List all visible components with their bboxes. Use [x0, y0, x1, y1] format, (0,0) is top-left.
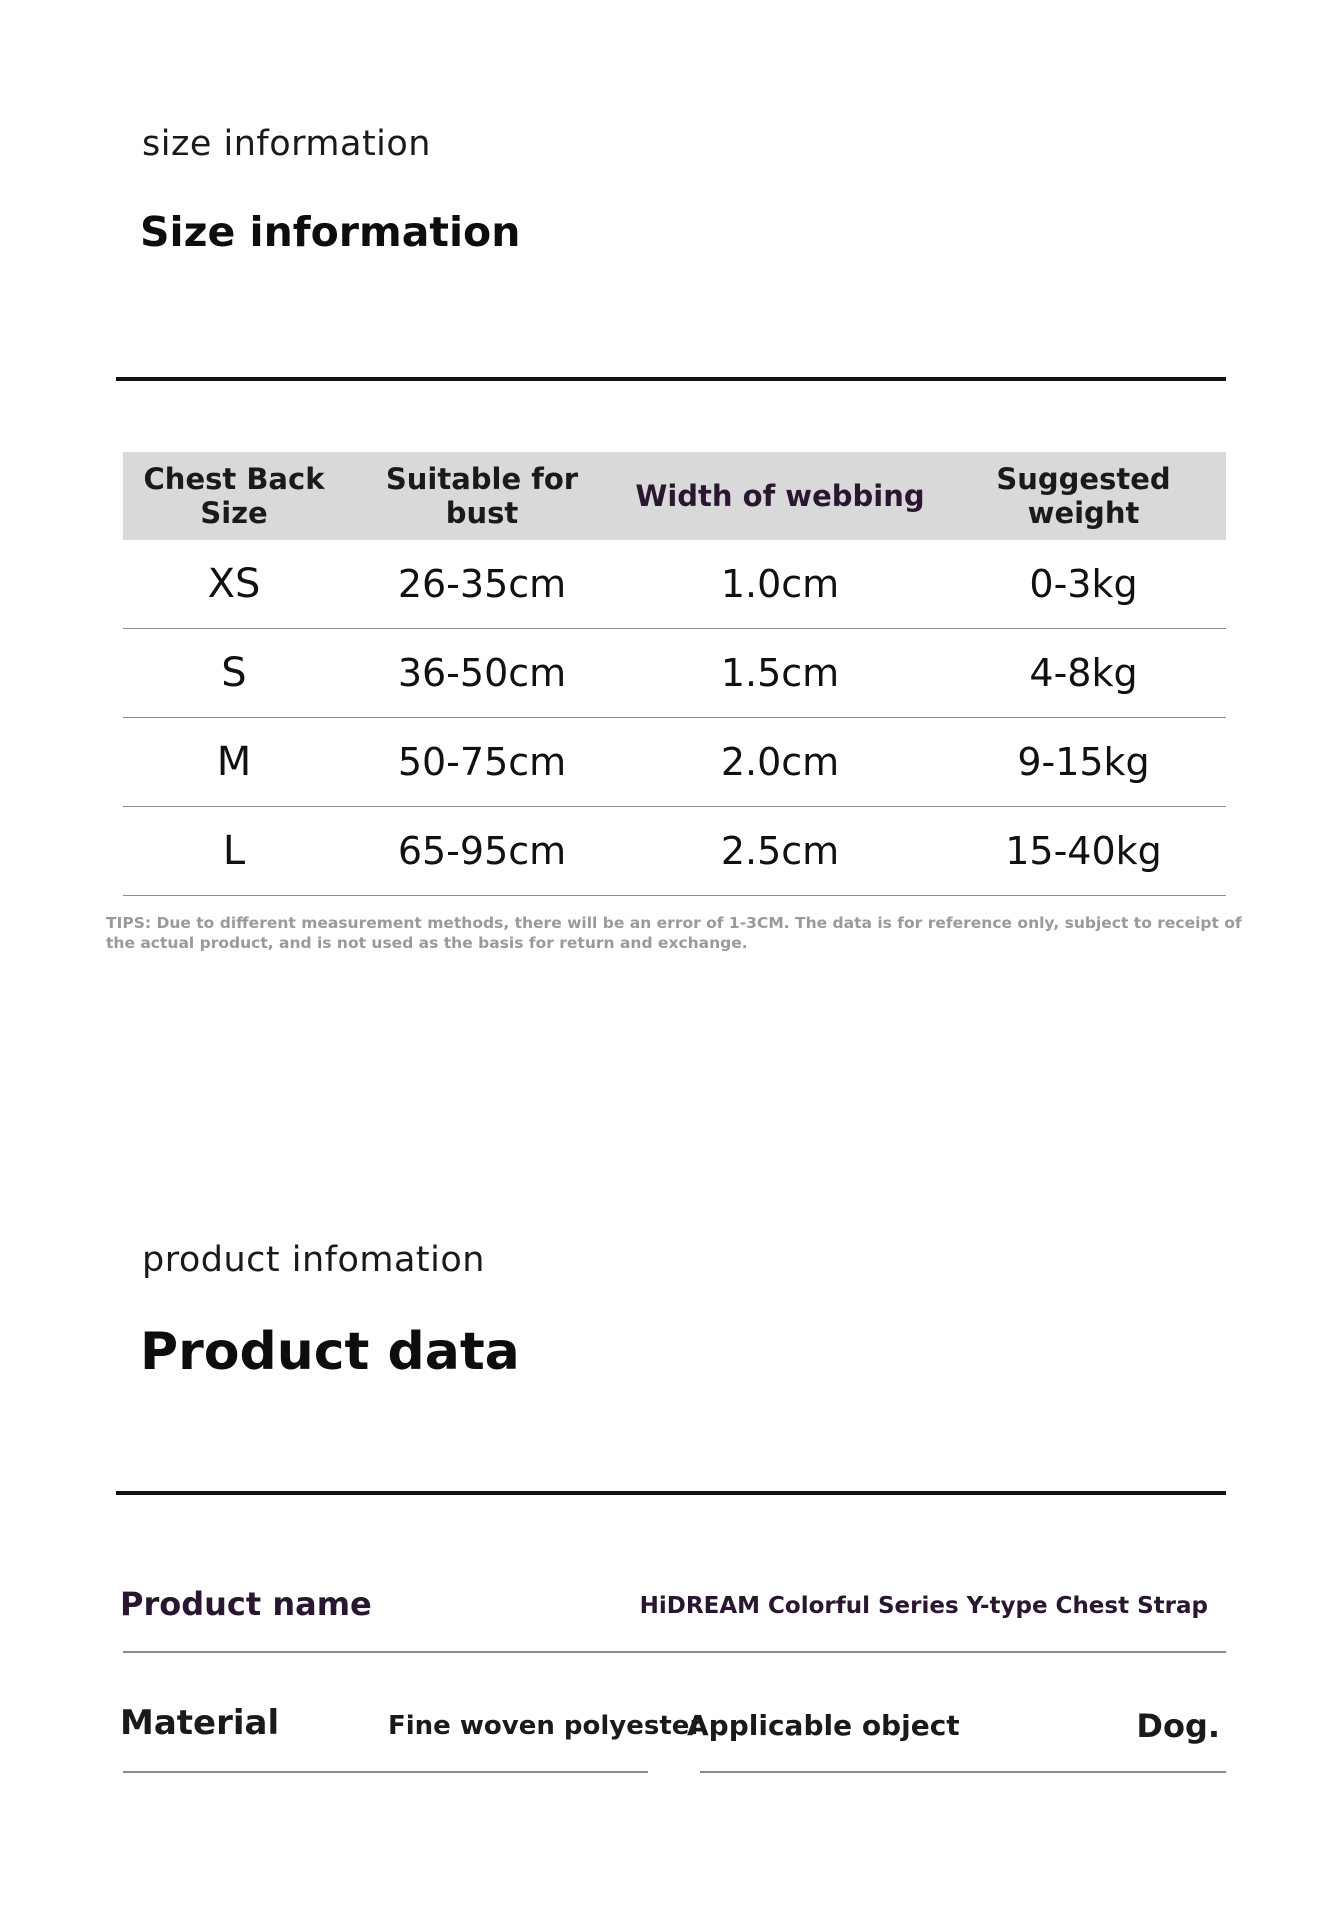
header-suggested-weight: Suggested weight — [996, 462, 1171, 530]
size-cell: XS — [207, 561, 261, 607]
webbing-cell: 1.0cm — [720, 562, 840, 606]
material-divider — [123, 1771, 648, 1773]
size-cell: S — [221, 650, 247, 696]
table-row — [123, 807, 1226, 896]
table-row — [123, 718, 1226, 807]
size-cell: M — [216, 739, 252, 785]
size-section-title: Size information — [140, 208, 521, 256]
header-suitable-for-bust: Suitable for bust — [385, 462, 579, 530]
bust-cell: 36-50cm — [397, 651, 567, 695]
size-section-divider — [116, 377, 1226, 381]
weight-cell: 15-40kg — [1005, 829, 1162, 873]
bust-cell: 26-35cm — [397, 562, 567, 606]
product-section-subtitle: product infomation — [142, 1240, 485, 1280]
applicable-object-value: Dog. — [1136, 1707, 1220, 1745]
bust-cell: 65-95cm — [397, 829, 567, 873]
header-width-of-webbing: Width of webbing — [635, 479, 925, 513]
product-section-title: Product data — [140, 1322, 520, 1382]
header-chest-back-size: Chest Back Size — [143, 462, 325, 530]
webbing-cell: 2.0cm — [720, 740, 840, 784]
weight-cell: 9-15kg — [1017, 740, 1150, 784]
applicable-object-label: Applicable object — [687, 1709, 960, 1742]
product-name-value: HiDREAM Colorful Series Y-type Chest Strap — [639, 1593, 1208, 1619]
webbing-cell: 1.5cm — [720, 651, 840, 695]
webbing-cell: 2.5cm — [720, 829, 840, 873]
table-row — [123, 540, 1226, 629]
product-section-divider — [116, 1491, 1226, 1495]
table-row — [123, 629, 1226, 718]
material-value: Fine woven polyester — [388, 1711, 703, 1741]
weight-cell: 4-8kg — [1029, 651, 1138, 695]
tips-note: TIPS: Due to different measurement methods, there will be an error of 1-3CM. The data is for reference only, subject to receipt of the actual product, and is not used as the basis for return and exchange. — [106, 914, 1242, 952]
size-cell: L — [222, 828, 246, 874]
applicable-object-divider — [700, 1771, 1226, 1773]
product-name-divider — [123, 1651, 1226, 1653]
bust-cell: 50-75cm — [397, 740, 567, 784]
size-table — [123, 452, 1226, 896]
weight-cell: 0-3kg — [1029, 562, 1138, 606]
product-name-label: Product name — [120, 1585, 372, 1623]
size-section-subtitle: size information — [142, 124, 431, 164]
material-label: Material — [120, 1703, 280, 1743]
size-table-header — [123, 452, 1226, 540]
